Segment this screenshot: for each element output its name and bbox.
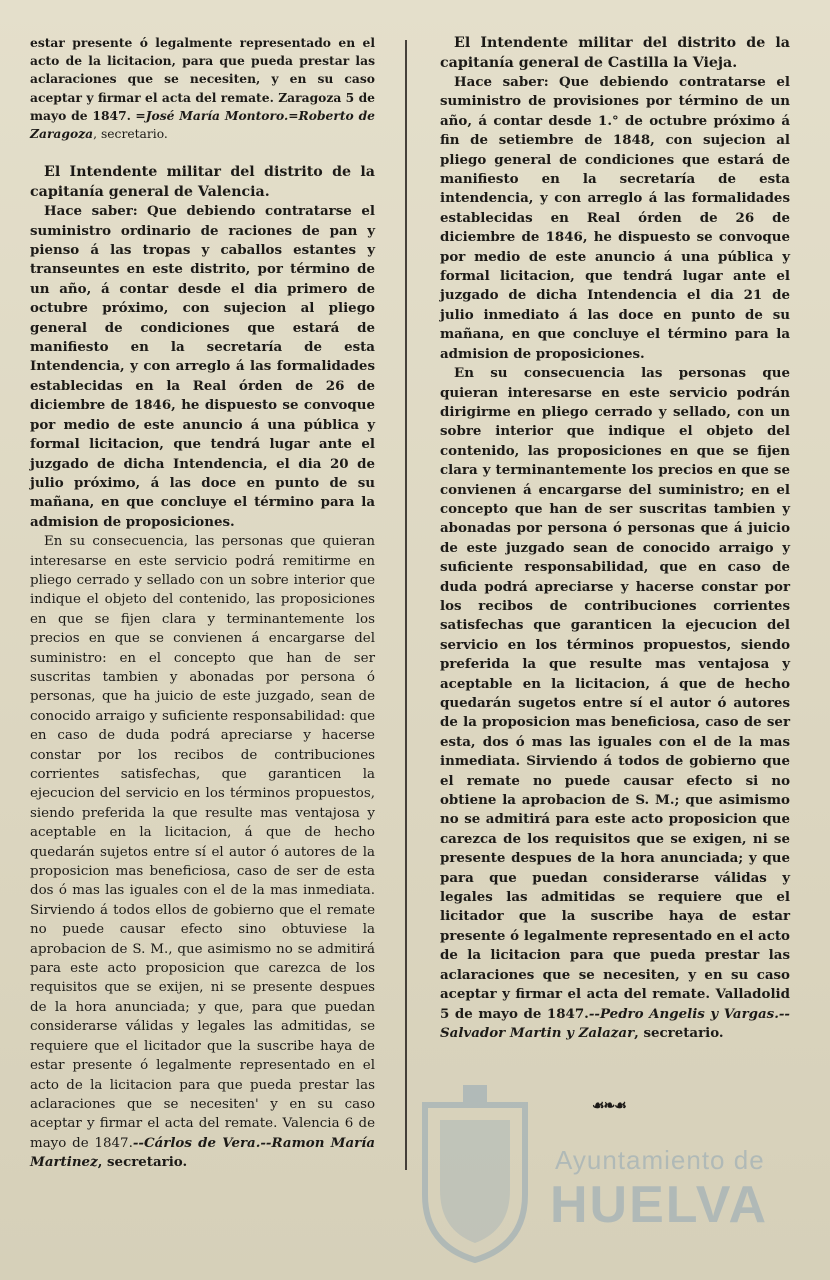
continued-notice-fragment — [30, 34, 375, 143]
archive-watermark — [415, 1085, 825, 1265]
notice-heading-valencia: El Intendente militar del distrito de la capitanía general de Valencia. — [30, 164, 375, 200]
hace-saber-label: Hace saber: — [44, 203, 138, 220]
notice-signature-tail: , secretario. — [634, 1024, 724, 1041]
notice-signature-tail: , secretario. — [97, 1154, 188, 1171]
crest-icon — [415, 1085, 535, 1265]
hace-saber-label: Hace saber: — [454, 74, 549, 90]
end-ornament: ☙❧☙ — [592, 1098, 626, 1114]
watermark-line-1: Ayuntamiento de — [555, 1145, 765, 1175]
fragment-signature-tail: , secretario. — [93, 127, 168, 142]
notice-paragraph-2 — [440, 364, 790, 1043]
fragment-signature: =José María Montoro.=Roberto de Zaragoza — [30, 107, 375, 142]
paragraph-2-text: En su consecuencia las personas que quieran interesarse en este servicio podrán dirigirme en pliego cerrado y sellado, con un sobre interior que indique el objeto del contenido, las proposiciones en que se fijen clara y terminantemente los precios en que se convienen á encargarse del suministro; en el concepto que han de ser suscritas tambien y abonadas por persona ó personas que á juicio de este juzgado sean de conocido arraigo y suficiente responsabilidad, que en caso de duda podrá apreciarse y hacerse constar por los recibos de contribuciones corrientes satisfechas que garanticen la ejecucion del servicio en los términos propuestos, siendo preferida la que resulte mas ventajosa y aceptable en la licitacion, á que de hecho quedarán sugetos entre sí el autor ó autores de la proposicion mas beneficiosa, caso de ser esta, dos ó mas las iguales con el de la mas inmediata. Sirviendo á todos de gobierno que el remate no puede causar efecto si no obtiene la aprobacion de S. M.; que asimismo no se admitirá para este acto proposicion que carezca de los requisitos que se exigen, ni se presente despues de la hora anunciada; y que para que puedan considerarse válidas y legales las admitidas se requiere que el licitador que la suscribe haya de estar presente ó legalmente representado en el acto de la licitacion para que pueda prestar las aclaraciones que se necesiten, y en su caso aceptar y firmar el acta del remate. Valladolid 5 de mayo de 1847. — [440, 365, 790, 1022]
paragraph-1-text: Que debiendo contratarse el suministro de provisiones por término de un año, á contar desde 1.° de octubre próximo á fin de setiembre de 1848, con sujecion al pliego general de condiciones que estará de manifiesto en la secretaría de esta intendencia, y con arreglo á las formalidades establecidas en Real órden de 26 de diciembre de 1846, he dispuesto se convoque por medio de este anuncio á una pública y formal licitacion, que tendrá lugar ante el juzgado de dicha Intendencia el dia 21 de julio inmediato á las doce en punto de su mañana, en que concluye el término para la admision de proposiciones. — [440, 74, 790, 362]
notice-heading-castilla: El Intendente militar del distrito de la capitanía general de Castilla la Vieja. — [440, 35, 790, 71]
right-column — [440, 34, 790, 1043]
notice-signature: --Pedro Angelis y Vargas.--Salvador Martin y Zalazar — [440, 1005, 790, 1041]
notice-paragraph-1 — [30, 202, 375, 532]
column-divider — [405, 40, 407, 1170]
paragraph-1-text: Que debiendo contratarse el suministro ordinario de raciones de pan y pienso á las tropas y caballos estantes y transeuntes en este distrito, por término de un año, á contar desde el dia primero de octubre próximo, con sujecion al pliego general de condiciones que estará de manifiesto en la secretaría de esta Intendencia, y con arreglo á las formalidades establecidas en la Real órden de 26 de diciembre de 1846, he dispuesto se convoque por medio de este anuncio á una pública y formal licitacion, que tendrá lugar ante el juzgado de dicha Intendencia, el dia 20 de julio próximo, á las doce en punto de su mañana, en que concluye el término para la admision de proposiciones. — [30, 203, 375, 530]
notice-paragraph-2 — [30, 532, 375, 1172]
paragraph-2-text: En su consecuencia, las personas que quieran interesarse en este servicio podrá remitirme en pliego cerrado y sellado con un sobre interior que indique el objeto del contenido, las proposiciones en que se fijen clara y terminantemente los precios en que se convienen á encargarse del suministro: en el concepto que han de ser suscritas tambien y abonadas por persona ó personas, que ha juicio de este juzgado, sean de conocido arraigo y suficiente responsabilidad: que en caso de duda podrá apreciarse y hacerse constar por los recibos de contribuciones corrientes satisfechas, que garanticen la ejecucion del servicio en los términos propuestos, siendo preferida la que resulte mas ventajosa y aceptable en la licitacion, á que de hecho quedarán sujetos entre sí el autor ó autores de la proposicion mas beneficiosa, caso de ser de esta dos ó mas las iguales con el de la mas inmediata. Sirviendo á todos ellos de gobierno que el remate no puede causar efecto sino obtuviese la aprobacion de S. M., que asimismo no se admitirá para este acto proposicion que carezca de los requisitos que se exijen, ni se presente despues de la hora anunciada; y que, para que puedan considerarse válidas y legales las admitidas, se requiere que el licitador que la suscribe haya de estar presente ó legalmente representado en el acto de la licitacion para que pueda prestar las aclaraciones que se necesiten' y en su caso aceptar y firmar el acta del remate. Valencia 6 de mayo de 1847. — [30, 534, 375, 1151]
watermark-line-2: HUELVA — [550, 1176, 769, 1234]
fragment-text: estar presente ó legalmente representado en el acto de la licitacion, para que pueda prestar las aclaraciones que se necesiten, y en su caso aceptar y firmar el acta del remate. Zaragoza 5 de mayo de 1847. — [30, 35, 375, 123]
notice-paragraph-1 — [440, 73, 790, 364]
notice-signature: --Cárlos de Vera.--Ramon María Martinez — [30, 1134, 375, 1171]
left-column — [30, 34, 375, 1173]
